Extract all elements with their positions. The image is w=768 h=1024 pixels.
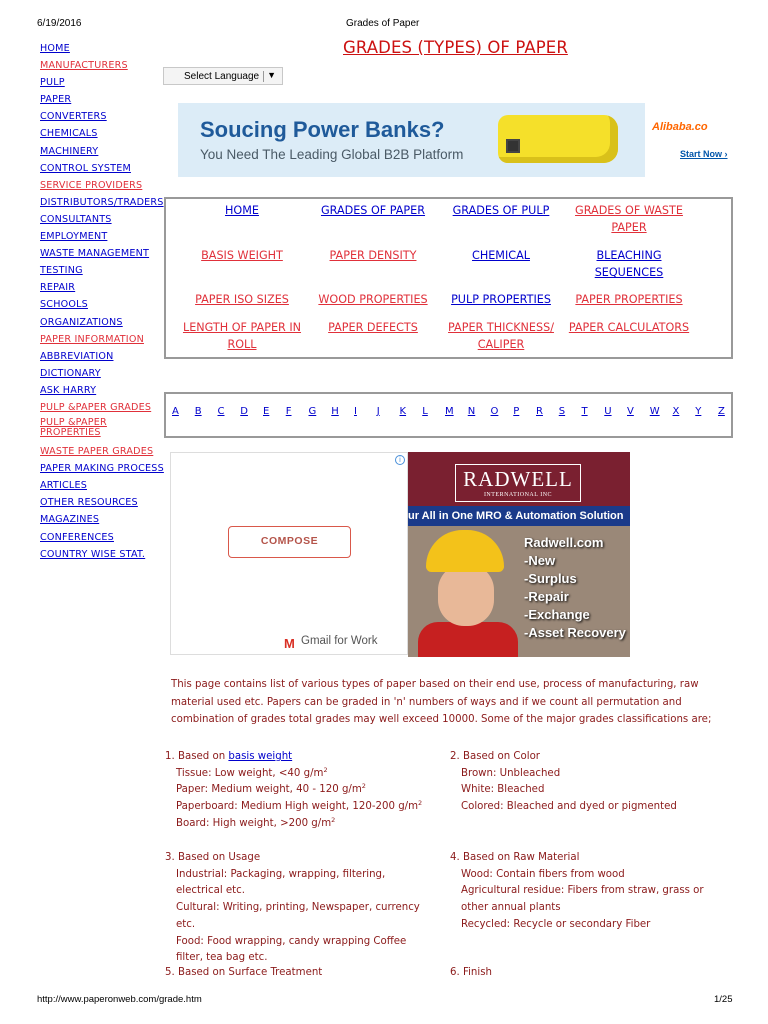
classification-heading: 5. Based on Surface Treatment (165, 967, 323, 978)
classification-item-text: Industrial: Packaging, wrapping, filtering, electrical etc. (176, 868, 386, 897)
language-select[interactable] (163, 67, 283, 85)
alphabet-link-t[interactable]: T (581, 406, 588, 417)
sidebar-item-other-resources[interactable]: OTHER RESOURCES (40, 497, 138, 509)
nav-link-home[interactable]: HOME (225, 204, 259, 217)
alphabet-link-p[interactable]: P (513, 406, 520, 417)
nav-link-paper-iso-sizes[interactable]: PAPER ISO SIZES (195, 293, 289, 306)
radwell-ad[interactable] (408, 452, 630, 657)
classification-item-text: Paperboard: Medium High weight, 120-200 g/m (176, 801, 419, 813)
sidebar-item-paper-making-process[interactable]: PAPER MAKING PROCESS (40, 463, 164, 475)
sidebar-item-waste-paper-grades[interactable]: WASTE PAPER GRADES (40, 446, 154, 458)
sidebar-item-home[interactable]: HOME (40, 43, 70, 54)
alphabet-link-f[interactable]: F (285, 406, 292, 417)
worker-face (438, 564, 494, 626)
classification-item-text: Food: Food wrapping, candy wrapping Coffee filter, tea bag etc. (176, 935, 407, 964)
classification-item-text: Recycled: Recycle or secondary Fiber (461, 918, 651, 930)
heading-prefix: 1. Based on (165, 751, 229, 762)
alphabet-link-b[interactable]: B (194, 406, 202, 417)
nav-link-paper-density[interactable]: PAPER DENSITY (329, 249, 417, 262)
sidebar-item-magazines[interactable]: MAGAZINES (40, 514, 100, 526)
classification-item (165, 867, 430, 900)
classification-heading: 6. Finish (450, 967, 492, 978)
sidebar-item-employment[interactable]: EMPLOYMENT (40, 231, 108, 243)
radwell-logo-sub: INTERNATIONAL INC (483, 492, 553, 498)
classification-item-text: White: Bleached (461, 784, 545, 796)
radwell-logo-text: RADWELL (463, 467, 573, 491)
intro-paragraph: This page contains list of various types of paper based on their end use, process of manufacturing, raw material used etc. Papers can be graded in 'n' numbers of ways and if we count all permutation and combination of grades total grades may well exceed 10000. Some of the major grades classifications are; (171, 679, 712, 725)
alphabet-link-e[interactable]: E (263, 406, 270, 417)
classification-item (450, 883, 715, 916)
banner-ad[interactable] (178, 103, 733, 177)
classification-heading: 2. Based on Color (450, 751, 540, 762)
classification-basis-weight (165, 749, 430, 833)
classification-heading (165, 749, 430, 766)
compose-button[interactable]: COMPOSE (228, 526, 351, 558)
sidebar-item-conferences[interactable]: CONFERENCES (40, 531, 114, 543)
sidebar-item-distributors-traders[interactable]: DISTRIBUTORS/TRADERS (40, 196, 164, 208)
sidebar-item-chemicals[interactable]: CHEMICALS (40, 128, 98, 140)
usb-port-image (506, 139, 520, 153)
sidebar-item-machinery[interactable]: MACHINERY (40, 145, 99, 157)
gmail-icon: M (284, 636, 295, 651)
language-select-value: Select Language (184, 71, 260, 82)
sidebar-item-testing[interactable]: TESTING (40, 265, 83, 277)
sidebar-item-dictionary[interactable]: DICTIONARY (40, 367, 101, 379)
sidebar-nav (40, 40, 165, 563)
sidebar-item-country-wise-stat[interactable]: COUNTRY WISE STAT. (40, 548, 146, 560)
sidebar-item-articles[interactable]: ARTICLES (40, 480, 88, 492)
classification-item (165, 900, 430, 933)
nav-link-bleaching-sequences[interactable]: BLEACHING SEQUENCES (594, 249, 664, 279)
superscript-unit: 2 (361, 782, 366, 791)
classification-item-text: Tissue: Low weight, <40 g/m (176, 767, 324, 779)
radwell-service-item: -Asset Recovery (524, 625, 626, 640)
superscript-unit: 2 (331, 815, 336, 824)
alphabet-link-o[interactable]: O (490, 406, 499, 417)
alphabet-link-r[interactable]: R (536, 406, 543, 417)
alphabet-link-w[interactable]: W (649, 406, 660, 417)
nav-link-paper-calculators[interactable]: PAPER CALCULATORS (568, 321, 690, 334)
sidebar-item-pulp-paper-properties[interactable]: PULP &PAPER PROPERTIES (40, 417, 107, 439)
print-title: Grades of Paper (346, 18, 420, 29)
radwell-tagline: ur All in One MRO & Automation Solution (408, 506, 630, 526)
alphabet-link-g[interactable]: G (308, 406, 317, 417)
nav-link-basis-weight[interactable]: BASIS WEIGHT (201, 249, 283, 262)
classification-color (450, 749, 715, 816)
alphabet-link-v[interactable]: V (627, 406, 634, 417)
classification-item-text: Paper: Medium weight, 40 - 120 g/m (176, 784, 362, 796)
nav-link-grades-of-waste-paper[interactable]: GRADES OF WASTE PAPER (575, 204, 683, 234)
nav-link-paper-defects[interactable]: PAPER DEFECTS (328, 321, 418, 334)
sidebar-item-manufacturers[interactable]: MANUFACTURERS (40, 60, 128, 72)
sidebar-item-pulp[interactable]: PULP (40, 77, 65, 89)
worker-shirt (418, 622, 518, 657)
print-url: http://www.paperonweb.com/grade.htm (37, 994, 202, 1005)
alphabet-link-a[interactable]: A (172, 406, 179, 417)
classification-item (165, 816, 430, 833)
page-title: GRADES (TYPES) OF PAPER (343, 38, 568, 57)
radwell-logo (455, 464, 581, 502)
classification-item-text: Colored: Bleached and dyed or pigmented (461, 801, 677, 813)
classification-item (165, 766, 430, 783)
nav-link-grades-of-pulp[interactable]: GRADES OF PULP (452, 204, 550, 217)
classification-raw-material (450, 850, 715, 934)
sidebar-item-converters[interactable]: CONVERTERS (40, 111, 107, 123)
nav-link-wood-properties[interactable]: WOOD PROPERTIES (318, 293, 428, 306)
banner-subline: You Need The Leading Global B2B Platform (200, 147, 464, 162)
classification-item-text: Cultural: Writing, printing, Newspaper, currency etc. (176, 902, 420, 930)
sidebar-item-abbreviation[interactable]: ABBREVIATION (40, 350, 114, 362)
nav-link-length-of-paper-in-roll[interactable]: LENGTH OF PAPER IN ROLL (182, 321, 302, 351)
classification-finish (450, 965, 492, 982)
banner-headline: Soucing Power Banks? (200, 117, 445, 142)
classification-item (450, 867, 715, 884)
gmail-ad[interactable] (170, 452, 408, 655)
sidebar-item-ask-harry[interactable]: ASK HARRY (40, 384, 97, 396)
alphabet-link-n[interactable]: N (467, 406, 476, 417)
superscript-unit: 2 (323, 765, 328, 774)
start-now-link[interactable]: Start Now › (680, 149, 728, 159)
radwell-service-item: -Surplus (524, 571, 577, 586)
radwell-service-item: -Exchange (524, 607, 590, 622)
alphabet-link-x[interactable]: X (672, 406, 680, 417)
banner-brand-panel (645, 103, 733, 177)
nav-link-paper-thickness-caliper[interactable]: PAPER THICKNESS/ CALIPER (448, 321, 554, 351)
alphabet-link-d[interactable]: D (240, 406, 248, 417)
classification-item-text: Board: High weight, >200 g/m (176, 817, 332, 829)
topic-nav-table (164, 197, 733, 359)
radwell-service-item: -New (524, 553, 556, 568)
alphabet-link-i[interactable]: I (354, 406, 357, 417)
alphabet-link-k[interactable]: K (399, 406, 407, 417)
classification-item (165, 782, 430, 799)
sidebar-item-schools[interactable]: SCHOOLS (40, 299, 88, 311)
select-divider (263, 71, 264, 82)
alphabet-link-u[interactable]: U (604, 406, 612, 417)
nav-link-pulp-properties[interactable]: PULP PROPERTIES (451, 293, 551, 306)
classification-item (450, 782, 715, 799)
classification-item-text: Agricultural residue: Fibers from straw, grass or other annual plants (461, 885, 704, 914)
radwell-services (524, 534, 626, 642)
classification-item (165, 934, 430, 967)
sidebar-item-service-providers[interactable]: SERVICE PROVIDERS (40, 179, 143, 191)
alphabet-index (164, 392, 733, 438)
alphabet-link-l[interactable]: L (422, 406, 428, 417)
classification-item-text: Wood: Contain fibers from wood (461, 868, 625, 880)
gmail-for-work-label: Gmail for Work (301, 635, 378, 647)
sidebar-item-control-system[interactable]: CONTROL SYSTEM (40, 162, 131, 174)
radwell-site: Radwell.com (524, 535, 604, 550)
alphabet-link-j[interactable]: J (376, 406, 380, 417)
alibaba-logo: Alibaba.co (652, 121, 708, 133)
classification-usage (165, 850, 430, 967)
sidebar-item-waste-management[interactable]: WASTE MANAGEMENT (40, 248, 150, 260)
sidebar-item-pulp-paper-grades[interactable]: PULP &PAPER GRADES (40, 401, 152, 413)
superscript-unit: 2 (418, 799, 423, 808)
sidebar-item-organizations[interactable]: ORGANIZATIONS (40, 316, 123, 328)
ad-info-icon[interactable]: i (395, 455, 405, 465)
alphabet-link-m[interactable]: M (445, 406, 454, 417)
sidebar-item-consultants[interactable]: CONSULTANTS (40, 213, 112, 225)
chevron-down-icon: ▼ (267, 70, 276, 80)
alphabet-link-c[interactable]: C (217, 406, 225, 417)
print-page-number: 1/25 (714, 994, 733, 1005)
alphabet-link-h[interactable]: H (331, 406, 339, 417)
alphabet-link-s[interactable]: S (558, 406, 566, 417)
classification-item (165, 799, 430, 816)
sidebar-item-repair[interactable]: REPAIR (40, 282, 76, 294)
classification-surface-treatment (165, 965, 322, 982)
alphabet-link-y[interactable]: Y (695, 406, 702, 417)
alphabet-link-z[interactable]: Z (718, 406, 725, 417)
basis-weight-link[interactable]: basis weight (228, 751, 293, 762)
sidebar-item-paper[interactable]: PAPER (40, 94, 72, 106)
classification-item (450, 799, 715, 816)
classification-item (450, 917, 715, 934)
print-date: 6/19/2016 (37, 18, 82, 29)
classification-item (450, 766, 715, 783)
classification-heading: 4. Based on Raw Material (450, 852, 580, 863)
classification-heading: 3. Based on Usage (165, 852, 261, 863)
classification-item-text: Brown: Unbleached (461, 767, 561, 779)
sidebar-item-paper-information[interactable]: PAPER INFORMATION (40, 333, 144, 345)
radwell-service-item: -Repair (524, 589, 569, 604)
nav-link-paper-properties[interactable]: PAPER PROPERTIES (575, 293, 683, 306)
nav-link-grades-of-paper[interactable]: GRADES OF PAPER (320, 204, 426, 217)
nav-link-chemical[interactable]: CHEMICAL (472, 249, 530, 262)
